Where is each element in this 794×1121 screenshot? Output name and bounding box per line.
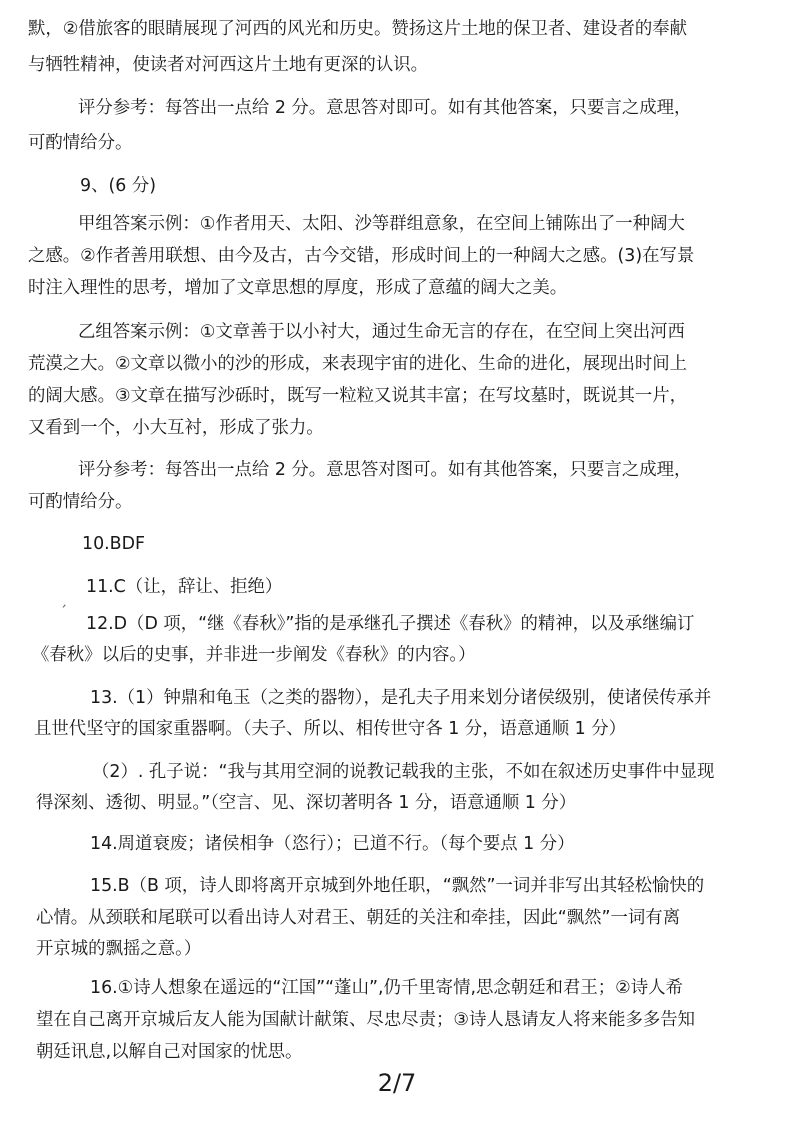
text-line: 甲组答案示例：①作者用天、太阳、沙等群组意象，在空间上铺陈出了一种阔大 <box>78 214 685 234</box>
text-line: 默，②借旅客的眼睛展现了河西的风光和历史。赞扬这片土地的保卫者、建设者的奉献 <box>28 19 688 39</box>
text-line: 评分参考：每答出一点给 2 分。意思答对即可。如有其他答案，只要言之成理， <box>78 98 692 118</box>
text-line: 时注入理性的思考，增加了文章思想的厚度，形成了意蕴的阔大之美。 <box>28 278 568 298</box>
text-line: （2）. 孔子说：“我与其用空洞的说教记载我的主张，不如在叙述历史事件中显现 <box>92 762 715 782</box>
page-number: 2/7 <box>377 1069 417 1097</box>
text-line: 与牺牲精神，使读者对河西这片土地有更深的认识。 <box>28 55 428 75</box>
text-line: 又看到一个，小大互衬，形成了张力。 <box>28 418 324 438</box>
question-number: 9、(6 分) <box>80 176 157 196</box>
text-line: 的阔大感。③文章在描写沙砾时，既写一粒粒又说其丰富；在写坟墓时，既说其一片， <box>28 386 688 406</box>
text-line: 望在自己离开京城后友人能为国献计献策、尽忠尽责；③诗人恳请友人将来能多多告知 <box>36 1010 696 1030</box>
text-line: 12.D（D 项，“继《春秋》”指的是承继孔子撰述《春秋》的精神，以及承继编订 <box>86 614 695 634</box>
stray-mark: ˏ <box>60 592 67 608</box>
text-line: 评分参考：每答出一点给 2 分。意思答对图可。如有其他答案，只要言之成理， <box>78 460 692 480</box>
text-line: 16.①诗人想象在遥远的“江国”“蓬山”,仍千里寄情,思念朝廷和君王；②诗人希 <box>90 978 683 998</box>
text-line: 开京城的飘摇之意。） <box>36 939 202 959</box>
text-line: 朝廷讯息,以解自己对国家的忧思。 <box>36 1042 303 1062</box>
text-line: 15.B（B 项，诗人即将离开京城到外地任职，“飘然”一词并非写出其轻松愉快的 <box>90 876 705 896</box>
text-line: 可酌情给分。 <box>28 492 133 512</box>
text-line: 得深刻、透彻、明显。”（空言、见、深切著明各 1 分，语意通顺 1 分） <box>36 793 577 813</box>
text-line: 心情。从颈联和尾联可以看出诗人对君王、朝廷的关注和牵挂，因此“飘然”一词有离 <box>36 908 681 928</box>
text-line: 14.周道衰废；诸侯相争（恣行）；已道不行。（每个要点 1 分） <box>90 834 575 854</box>
text-line: 13.（1）钟鼎和龟玉（之类的器物），是孔夫子用来划分诸侯级别，使诸侯传承并 <box>90 688 712 708</box>
text-line: 且世代坚守的国家重器啊。（夫子、所以、相传世守各 1 分，语意通顺 1 分） <box>34 719 627 739</box>
text-line: 《春秋》以后的史事，并非进一步阐发《春秋》的内容。） <box>32 645 476 665</box>
text-line: 之感。②作者善用联想、由今及古，古今交错，形成时间上的一种阔大之感。(3)在写景 <box>28 246 695 266</box>
text-line: 可酌情给分。 <box>28 133 133 153</box>
text-line: 乙组答案示例：①文章善于以小衬大，通过生命无言的存在，在空间上突出河西 <box>78 322 685 342</box>
answer-line: 11.C（让，辞让、拒绝） <box>86 577 283 597</box>
answer-line: 10.BDF <box>82 534 145 554</box>
text-line: 荒漠之大。②文章以微小的沙的形成，来表现宇宙的进化、生命的进化，展现出时间上 <box>28 354 688 374</box>
